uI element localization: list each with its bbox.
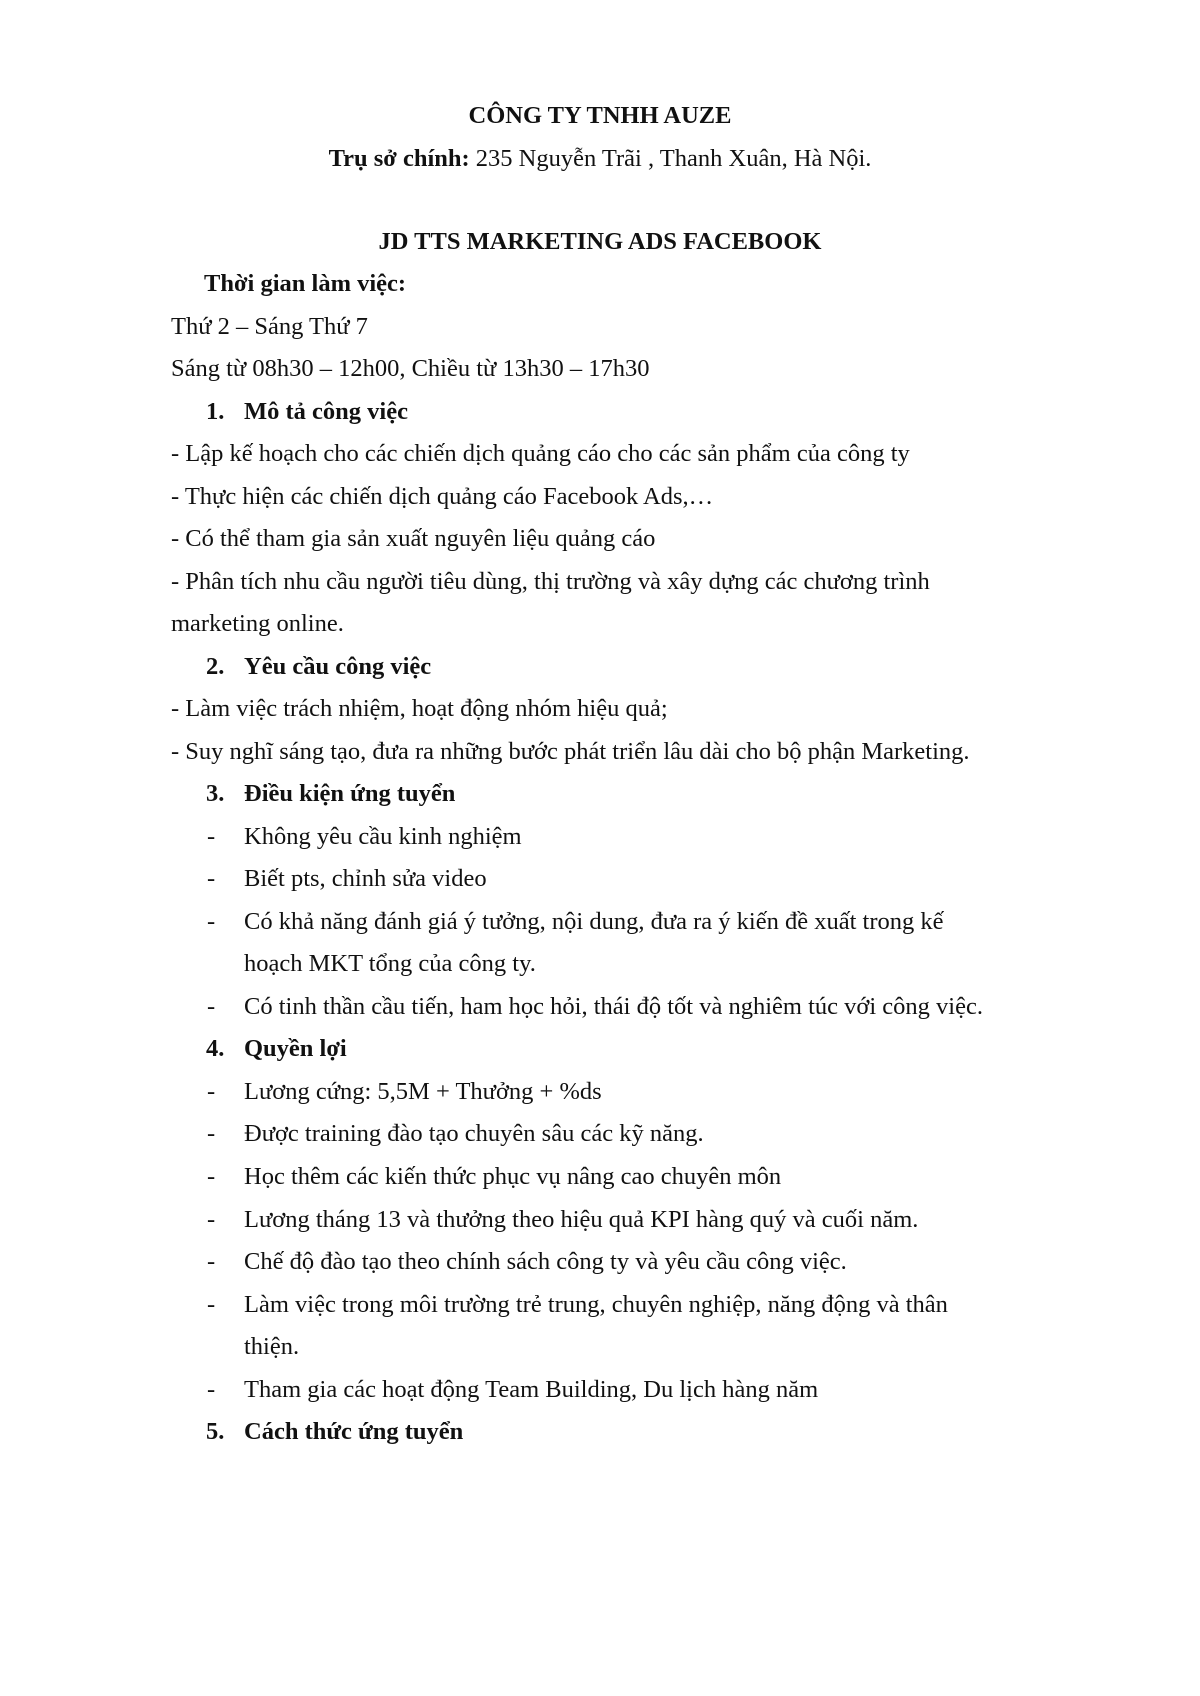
section-1-line: - Lập kế hoạch cho các chiến dịch quảng cáo cho các sản phẩm của công ty <box>171 440 910 467</box>
list-item: Chế độ đào tạo theo chính sách công ty và yêu cầu công việc. <box>244 1248 847 1275</box>
section-2-line: - Làm việc trách nhiệm, hoạt động nhóm hiệu quả; <box>171 695 668 722</box>
bullet-dash: - <box>207 823 216 850</box>
section-1-line: - Thực hiện các chiến dịch quảng cáo Facebook Ads,… <box>171 483 714 510</box>
bullet-dash: - <box>207 1248 216 1275</box>
bullet-dash: - <box>207 993 216 1020</box>
section-1-title: Mô tả công việc <box>244 398 408 425</box>
list-item: Lương tháng 13 và thưởng theo hiệu quả KPI hàng quý và cuối năm. <box>244 1206 919 1233</box>
section-1-line: marketing online. <box>171 610 344 637</box>
section-3-title: Điều kiện ứng tuyển <box>244 780 456 807</box>
list-item: Được training đào tạo chuyên sâu các kỹ năng. <box>244 1120 704 1147</box>
list-item: Lương cứng: 5,5M + Thưởng + %ds <box>244 1078 602 1105</box>
document-title: JD TTS MARKETING ADS FACEBOOK <box>378 228 822 255</box>
list-item: Biết pts, chỉnh sửa video <box>244 865 487 892</box>
list-item: Làm việc trong môi trường trẻ trung, chuyên nghiệp, năng động và thân <box>244 1291 948 1318</box>
bullet-dash: - <box>207 1291 216 1318</box>
section-1-line: - Có thể tham gia sản xuất nguyên liệu quảng cáo <box>171 525 656 552</box>
work-hours: Sáng từ 08h30 – 12h00, Chiều từ 13h30 – 17h30 <box>171 355 650 382</box>
section-1-line: - Phân tích nhu cầu người tiêu dùng, thị trường và xây dựng các chương trình <box>171 568 930 595</box>
section-2-title: Yêu cầu công việc <box>244 653 432 680</box>
bullet-dash: - <box>207 1206 216 1233</box>
section-3-number: 3. <box>206 780 225 807</box>
list-item: Có tinh thần cầu tiến, ham học hỏi, thái độ tốt và nghiêm túc với công việc. <box>244 993 983 1020</box>
list-item-continuation: thiện. <box>244 1333 300 1360</box>
section-5-number: 5. <box>206 1418 225 1445</box>
section-4-title: Quyền lợi <box>244 1035 347 1062</box>
bullet-dash: - <box>207 1376 216 1403</box>
work-time-label: Thời gian làm việc: <box>204 270 407 297</box>
company-address <box>0 144 1200 174</box>
section-1-number: 1. <box>206 398 225 425</box>
company-name: CÔNG TY TNHH AUZE <box>468 102 732 129</box>
work-days: Thứ 2 – Sáng Thứ 7 <box>171 313 368 340</box>
bullet-dash: - <box>207 1078 216 1105</box>
address-value: 235 Nguyễn Trãi , Thanh Xuân, Hà Nội. <box>469 145 872 172</box>
bullet-dash: - <box>207 1163 216 1190</box>
bullet-dash: - <box>207 1120 216 1147</box>
section-4-number: 4. <box>206 1035 225 1062</box>
list-item: Không yêu cầu kinh nghiệm <box>244 823 522 850</box>
list-item: Tham gia các hoạt động Team Building, Du lịch hàng năm <box>244 1376 819 1403</box>
section-5-title: Cách thức ứng tuyển <box>244 1418 464 1445</box>
list-item: Có khả năng đánh giá ý tưởng, nội dung, đưa ra ý kiến đề xuất trong kế <box>244 908 944 935</box>
section-2-number: 2. <box>206 653 225 680</box>
list-item: Học thêm các kiến thức phục vụ nâng cao chuyên môn <box>244 1163 782 1190</box>
bullet-dash: - <box>207 908 216 935</box>
address-label: Trụ sở chính: <box>328 145 470 172</box>
section-2-line: - Suy nghĩ sáng tạo, đưa ra những bước phát triển lâu dài cho bộ phận Marketing. <box>171 738 970 765</box>
bullet-dash: - <box>207 865 216 892</box>
list-item-continuation: hoạch MKT tổng của công ty. <box>244 950 536 977</box>
